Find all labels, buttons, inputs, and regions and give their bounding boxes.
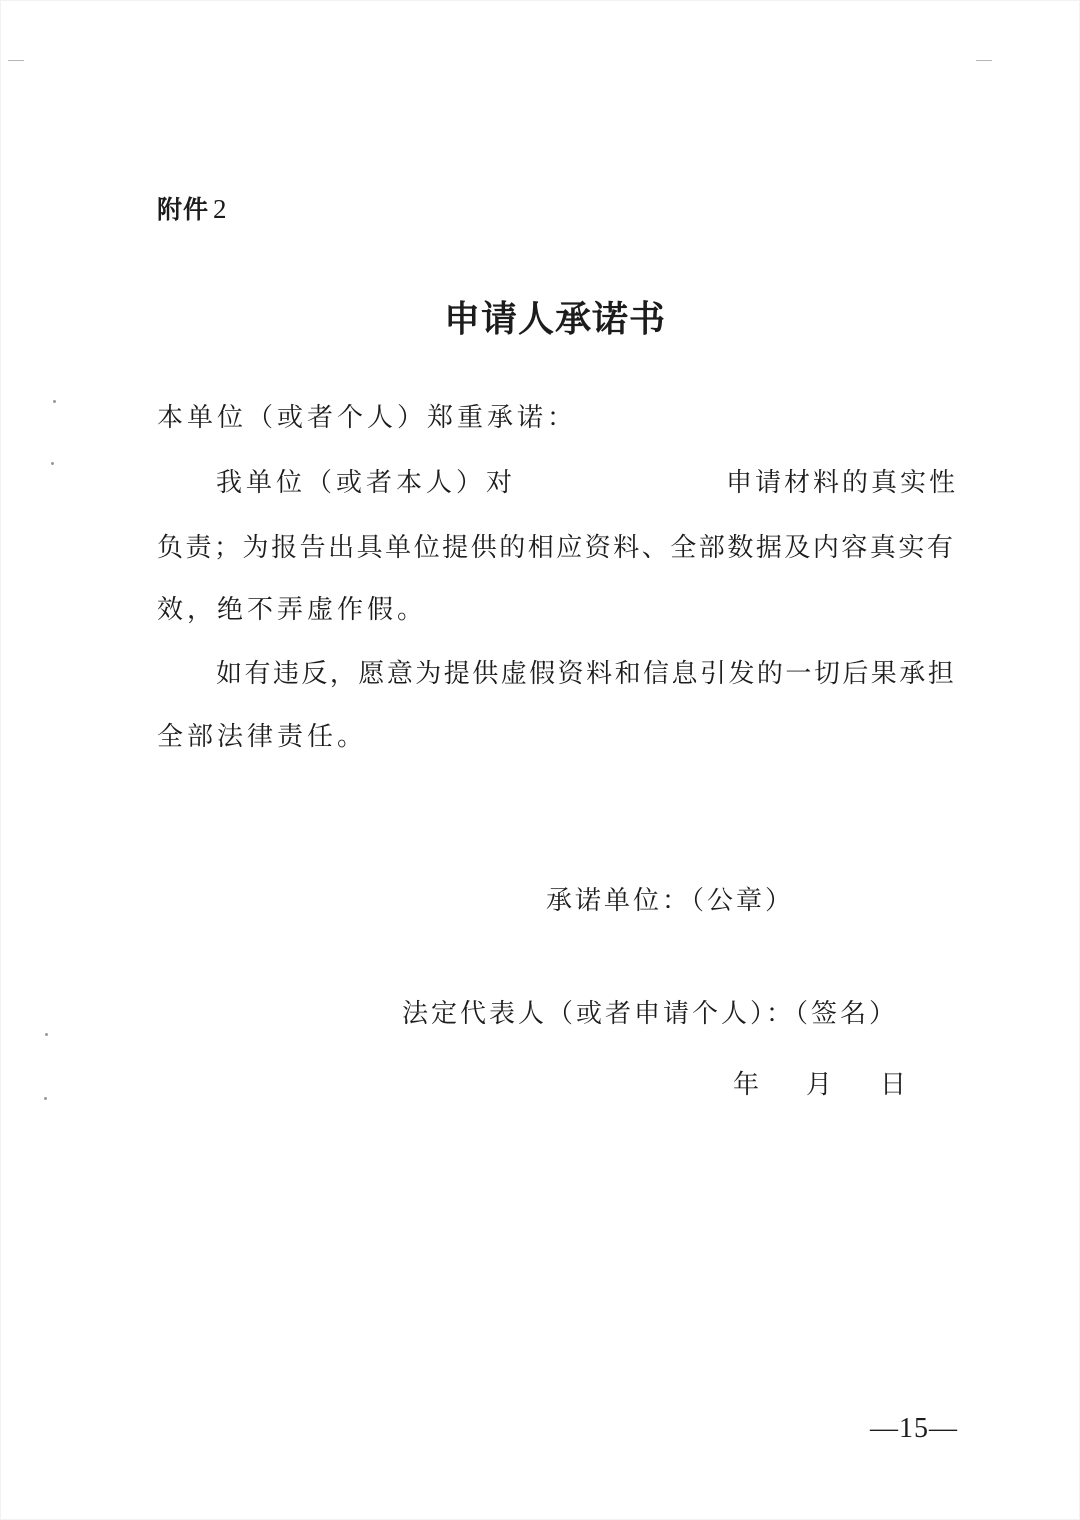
text-char: 有 bbox=[926, 533, 953, 563]
date-month: 月 bbox=[806, 1070, 833, 1100]
text-char: 后 bbox=[842, 659, 869, 689]
text-char: 切 bbox=[813, 659, 840, 689]
text-char: 虚 bbox=[500, 659, 527, 689]
paragraph2-line1 bbox=[216, 656, 954, 692]
text-char: 发 bbox=[728, 659, 755, 689]
text-char: 实 bbox=[898, 533, 925, 563]
text-char: 愿 bbox=[358, 659, 385, 689]
text-char: 供 bbox=[470, 533, 497, 563]
paragraph1-end: 申请材料的真实性 bbox=[726, 468, 959, 498]
text-char: 、 bbox=[641, 533, 668, 563]
text-char: 信 bbox=[643, 659, 670, 689]
text-char: 供 bbox=[472, 659, 499, 689]
text-char: 资 bbox=[584, 533, 611, 563]
date-day: 日 bbox=[880, 1070, 907, 1100]
text-char: 容 bbox=[841, 533, 868, 563]
text-char: 意 bbox=[386, 659, 413, 689]
text-char: 假 bbox=[529, 659, 556, 689]
text-char: 负 bbox=[157, 533, 184, 563]
text-char: 出 bbox=[328, 533, 355, 563]
scan-speck bbox=[53, 400, 56, 403]
text-char: ； bbox=[214, 533, 241, 563]
text-char: 为 bbox=[415, 659, 442, 689]
paragraph1-line3: 效，绝不弄虚作假。 bbox=[157, 595, 428, 625]
scan-mark bbox=[8, 60, 24, 61]
document-title: 申请人承诺书 bbox=[443, 299, 666, 340]
text-char: 的 bbox=[499, 533, 526, 563]
text-char: 有 bbox=[244, 659, 271, 689]
text-char: 为 bbox=[242, 533, 269, 563]
page-number: —15— bbox=[870, 1413, 958, 1444]
text-char: 提 bbox=[443, 659, 470, 689]
attachment-label bbox=[157, 190, 228, 226]
text-char: 息 bbox=[671, 659, 698, 689]
text-char: 资 bbox=[557, 659, 584, 689]
text-char: 及 bbox=[784, 533, 811, 563]
text-char: 报 bbox=[271, 533, 298, 563]
scan-mark bbox=[976, 60, 992, 61]
text-char: 的 bbox=[756, 659, 783, 689]
text-char: 果 bbox=[870, 659, 897, 689]
text-char: 具 bbox=[356, 533, 383, 563]
paragraph1-start: 我单位（或者本人）对 bbox=[216, 468, 517, 498]
text-char: 料 bbox=[586, 659, 613, 689]
text-char: 担 bbox=[927, 659, 954, 689]
text-char: 如 bbox=[216, 659, 243, 689]
scan-speck bbox=[51, 462, 54, 465]
text-char: 据 bbox=[755, 533, 782, 563]
text-char: 内 bbox=[812, 533, 839, 563]
text-char: 相 bbox=[527, 533, 554, 563]
text-char: 位 bbox=[413, 533, 440, 563]
scan-speck bbox=[44, 1097, 47, 1100]
opening-statement: 本单位（或者个人）郑重承诺： bbox=[157, 403, 578, 433]
text-char: 告 bbox=[299, 533, 326, 563]
text-char: 单 bbox=[385, 533, 412, 563]
signature-unit-seal: 承诺单位：（公章） bbox=[546, 886, 795, 916]
date-year: 年 bbox=[733, 1070, 760, 1100]
text-char: 引 bbox=[699, 659, 726, 689]
paragraph1-line2 bbox=[157, 530, 953, 566]
signature-legal-representative: 法定代表人（或者申请个人）：（签名） bbox=[402, 999, 899, 1029]
paragraph2-line2: 全部法律责任。 bbox=[157, 722, 368, 752]
scan-speck bbox=[45, 1033, 48, 1036]
text-char: 部 bbox=[698, 533, 725, 563]
text-char: 真 bbox=[869, 533, 896, 563]
text-char: 提 bbox=[442, 533, 469, 563]
text-char: 数 bbox=[727, 533, 754, 563]
text-char: 责 bbox=[185, 533, 212, 563]
text-char: 和 bbox=[614, 659, 641, 689]
attachment-label-text: 附件 bbox=[157, 195, 210, 224]
text-char: ， bbox=[329, 659, 356, 689]
text-char: 全 bbox=[670, 533, 697, 563]
text-char: 承 bbox=[899, 659, 926, 689]
text-char: 一 bbox=[785, 659, 812, 689]
text-char: 反 bbox=[301, 659, 328, 689]
text-char: 违 bbox=[272, 659, 299, 689]
text-char: 应 bbox=[556, 533, 583, 563]
text-char: 料 bbox=[613, 533, 640, 563]
attachment-number: 2 bbox=[213, 194, 228, 224]
